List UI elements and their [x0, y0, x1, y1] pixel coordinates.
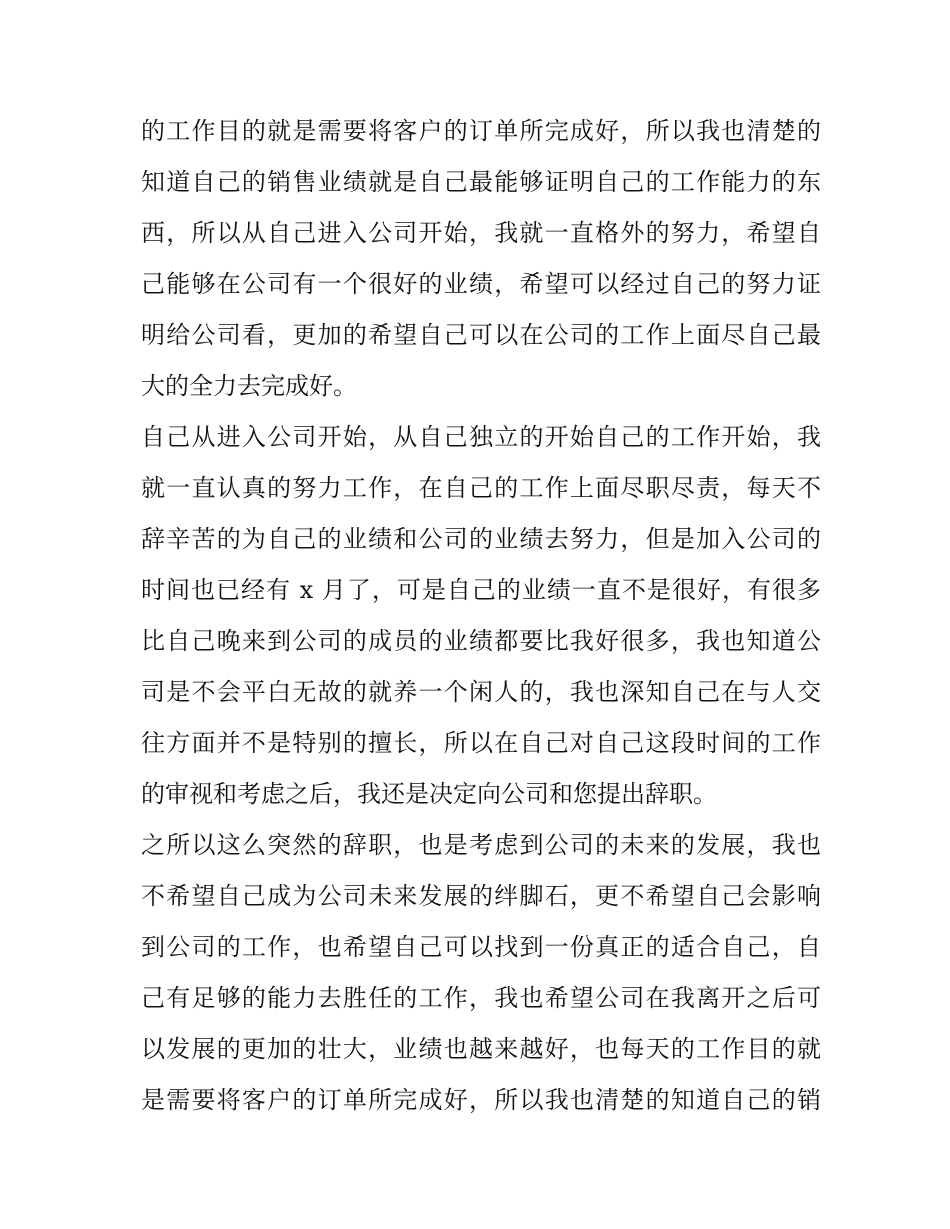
text-line: 到公司的工作，也希望自己可以找到一份真正的适合自己，自 [141, 933, 821, 961]
text-line: 的审视和考虑之后，我还是决定向公司和您提出辞职。 [141, 780, 717, 808]
text-line: 往方面并不是特别的擅长，所以在自己对自己这段时间的工作 [141, 729, 821, 757]
text-line: 大的全力去完成好。 [141, 372, 357, 400]
text-line: 就一直认真的努力工作，在自己的工作上面尽职尽责，每天不 [141, 474, 821, 502]
text-line: 的工作目的就是需要将客户的订单所完成好，所以我也清楚的 [141, 117, 821, 145]
text-line: 是需要将客户的订单所完成好，所以我也清楚的知道自己的销 [141, 1086, 821, 1114]
text-line: 比自己晚来到公司的成员的业绩都要比我好很多，我也知道公 [141, 627, 821, 655]
text-line: 己能够在公司有一个很好的业绩，希望可以经过自己的努力证 [141, 270, 821, 298]
text-line: 己有足够的能力去胜任的工作，我也希望公司在我离开之后可 [141, 984, 821, 1012]
text-line: 以发展的更加的壮大，业绩也越来越好，也每天的工作目的就 [141, 1035, 821, 1063]
text-line: 明给公司看，更加的希望自己可以在公司的工作上面尽自己最 [141, 321, 821, 349]
text-line: 司是不会平白无故的就养一个闲人的，我也深知自己在与人交 [141, 678, 821, 706]
text-line: 辞辛苦的为自己的业绩和公司的业绩去努力，但是加入公司的 [141, 525, 821, 553]
text-line: 知道自己的销售业绩就是自己最能够证明自己的工作能力的东 [141, 168, 821, 196]
text-line: 西，所以从自己进入公司开始，我就一直格外的努力，希望自 [141, 219, 821, 247]
body-text [141, 106, 821, 1126]
text-line: 不希望自己成为公司未来发展的绊脚石，更不希望自己会影响 [141, 882, 821, 910]
text-line: 时间也已经有 x 月了，可是自己的业绩一直不是很好，有很多 [141, 576, 821, 604]
text-line: 自己从进入公司开始，从自己独立的开始自己的工作开始，我 [141, 423, 821, 451]
text-line: 之所以这么突然的辞职，也是考虑到公司的未来的发展，我也 [141, 831, 821, 859]
